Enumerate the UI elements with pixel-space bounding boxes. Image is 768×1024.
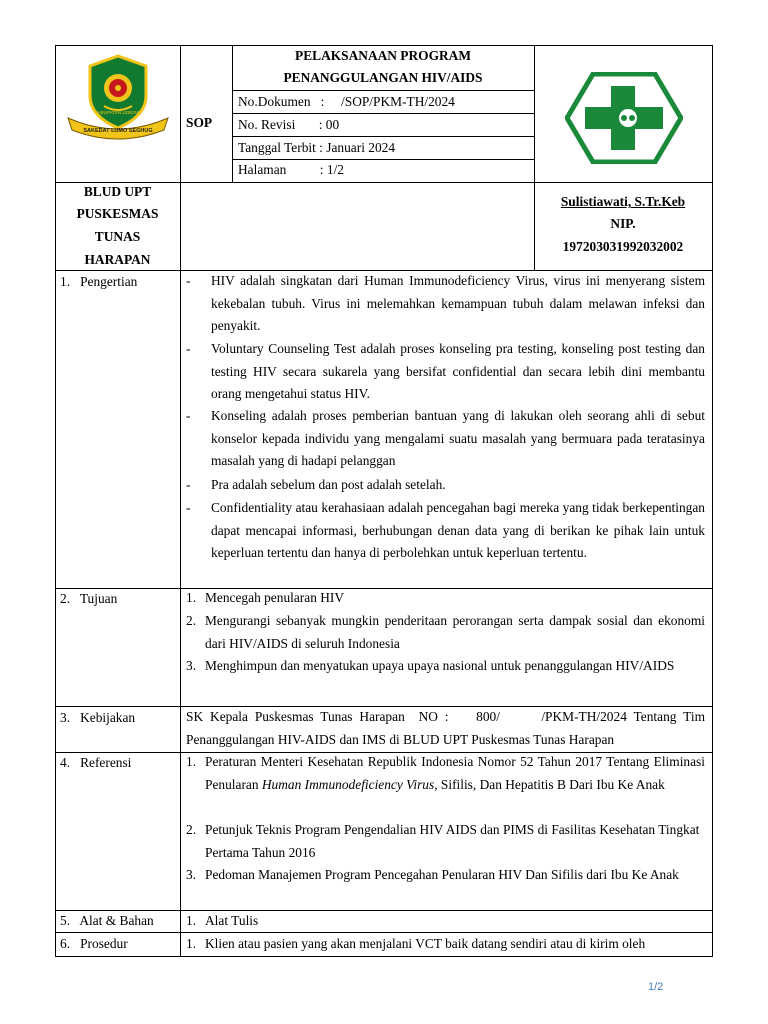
section-label-pengertian: 1. Pengertian (60, 274, 138, 289)
table-border-bottom (55, 956, 713, 957)
section-label-tujuan: 2. Tujuan (60, 591, 118, 606)
section-label-kebijakan: 3. Kebijakan (60, 710, 136, 725)
meta-divider-2 (232, 136, 534, 137)
org-name-line-2: PUSKESMAS (76, 206, 159, 221)
list-number: 3. (186, 658, 197, 673)
list-marker: - (186, 477, 191, 492)
list-number: 1. (186, 913, 197, 928)
org-name-line-4: HARAPAN (84, 252, 151, 267)
list-number: 1. (186, 590, 197, 605)
puskesmas-logo (565, 72, 683, 164)
list-item (186, 497, 705, 565)
sop-label: SOP (186, 115, 213, 130)
referensi-item-1-text-end: , Sifilis, Dan Hepatitis B Dari Ibu Ke Anak (434, 776, 665, 792)
prosedur-item-1: Klien atau pasien yang akan menjalani VCT baik datang sendiri atau di kirim oleh (205, 936, 646, 951)
tujuan-item-1: Mencegah penularan HIV (205, 590, 345, 605)
referensi-item-1-text: Peraturan Menteri Kesehatan Republik Indonesia Nomor 52 Tahun 2017 Tentang Eliminasi Penularan (205, 754, 705, 792)
tujuan-item-2: Mengurangi sebanyak mungkin penderitaan perorangan serta dampak sosial dan ekonomi dari HIV/AIDS di seluruh Indonesia (205, 613, 705, 651)
alat-item-1: Alat Tulis (205, 913, 259, 928)
section-label-alat-bahan: 5. Alat & Bahan (60, 913, 154, 928)
document-title-line-1: PELAKSANAAN PROGRAM (295, 48, 471, 63)
page-count: Halaman : 1/2 (238, 162, 344, 177)
pengertian-item-4: Pra adalah sebelum dan post adalah setelah. (211, 477, 446, 492)
pengertian-item-3: Konseling adalah proses pemberian bantuan yang di lakukan oleh seorang ahli di sebut konselor kepada individu yang mengalami suatu masalah yang bermuara pada teratasinya masalah yang di hadapi pelanggan (211, 408, 705, 468)
list-item (186, 864, 705, 887)
list-number: 2. (186, 613, 197, 628)
list-number: 1. (186, 936, 197, 951)
revision-number: No. Revisi : 00 (238, 117, 340, 132)
list-item (186, 587, 705, 610)
document-title-line-2: PENANGGULANGAN HIV/AIDS (283, 70, 483, 85)
svg-text:SAKEDAT LUMO SEGHUG: SAKEDAT LUMO SEGHUG (83, 128, 153, 134)
list-item (186, 751, 705, 796)
list-item (186, 910, 705, 931)
tujuan-item-3: Menghimpun dan menyatukan upaya upaya nasional untuk penanggulangan HIV/AIDS (205, 658, 675, 673)
list-item (186, 270, 705, 338)
list-marker: - (186, 500, 191, 515)
list-item (186, 405, 705, 473)
pengertian-item-1: HIV adalah singkatan dari Human Immunodeficiency Virus, virus ini menyerang sistem kekebalan tubuh. Virus ini melemahkan kemampuan tubuh dalam melawan infeksi dan penyakit. (211, 273, 705, 333)
list-item (186, 338, 705, 406)
section-label-referensi: 4. Referensi (60, 755, 132, 770)
list-item (186, 819, 705, 864)
list-marker: - (186, 408, 191, 423)
list-number: 3. (186, 867, 197, 882)
org-name-line-1: BLUD UPT (83, 184, 152, 199)
referensi-item-3: Pedoman Manajemen Program Pencegahan Penularan HIV Dan Sifilis dari Ibu Ke Anak (205, 867, 679, 882)
list-item (186, 474, 705, 497)
kebijakan-text: SK Kepala Puskesmas Tunas Harapan NO : 800/ /PKM-TH/2024 Tentang Tim Penanggulangan HIV-AIDS dan IMS di BLUD UPT Puskesmas Tunas Harapan (186, 709, 709, 747)
svg-text:KABUPATEN LEBONG: KABUPATEN LEBONG (94, 110, 142, 115)
table-border-right (712, 45, 713, 957)
section-label-prosedur: 6. Prosedur (60, 936, 128, 951)
list-item (186, 610, 705, 655)
meta-divider-1 (232, 113, 534, 114)
list-number: 2. (186, 822, 197, 837)
referensi-item-2: Petunjuk Teknis Program Pengendalian HIV AIDS dan PIMS di Fasilitas Kesehatan Tingkat Pertama Tahun 2016 (205, 822, 700, 860)
list-item (186, 655, 705, 678)
signer-nip-label: NIP. (610, 216, 636, 231)
list-item (186, 933, 705, 954)
org-name-line-3: TUNAS (94, 229, 141, 244)
document-number: No.Dokumen : /SOP/PKM-TH/2024 (238, 94, 455, 109)
list-marker: - (186, 273, 191, 288)
title-divider (232, 90, 534, 91)
signer-nip: 197203031992032002 (562, 239, 684, 254)
pengertian-item-5: Confidentiality atau kerahasiaan adalah pencegahan bagi mereka yang tidak berkepentingan dapat mencapai informasi, berhubungan denan data yang di berikan ke pihak lain untuk keperluan tertentu dan hanya di perbolehkan untuk keperluan tertentu. (211, 500, 705, 560)
list-marker: - (186, 341, 191, 356)
page-indicator: 1/2 (648, 981, 664, 993)
referensi-item-1 (205, 751, 705, 796)
label-column-divider (180, 45, 181, 957)
referensi-item-1-italic: Human Immunodeficiency Virus (261, 776, 435, 792)
signer-name: Sulistiawati, S.Tr.Keb (560, 194, 686, 209)
publish-date: Tanggal Terbit : Januari 2024 (238, 140, 396, 155)
kabupaten-lebong-logo (64, 52, 172, 142)
pengertian-item-2: Voluntary Counseling Test adalah proses konseling pra testing, konseling post testing dan testing HIV secara sukarela yang bersifat confidential dan secara lebih dini membantu orang mengetahui status HIV. (211, 341, 705, 401)
list-number: 1. (186, 754, 197, 769)
